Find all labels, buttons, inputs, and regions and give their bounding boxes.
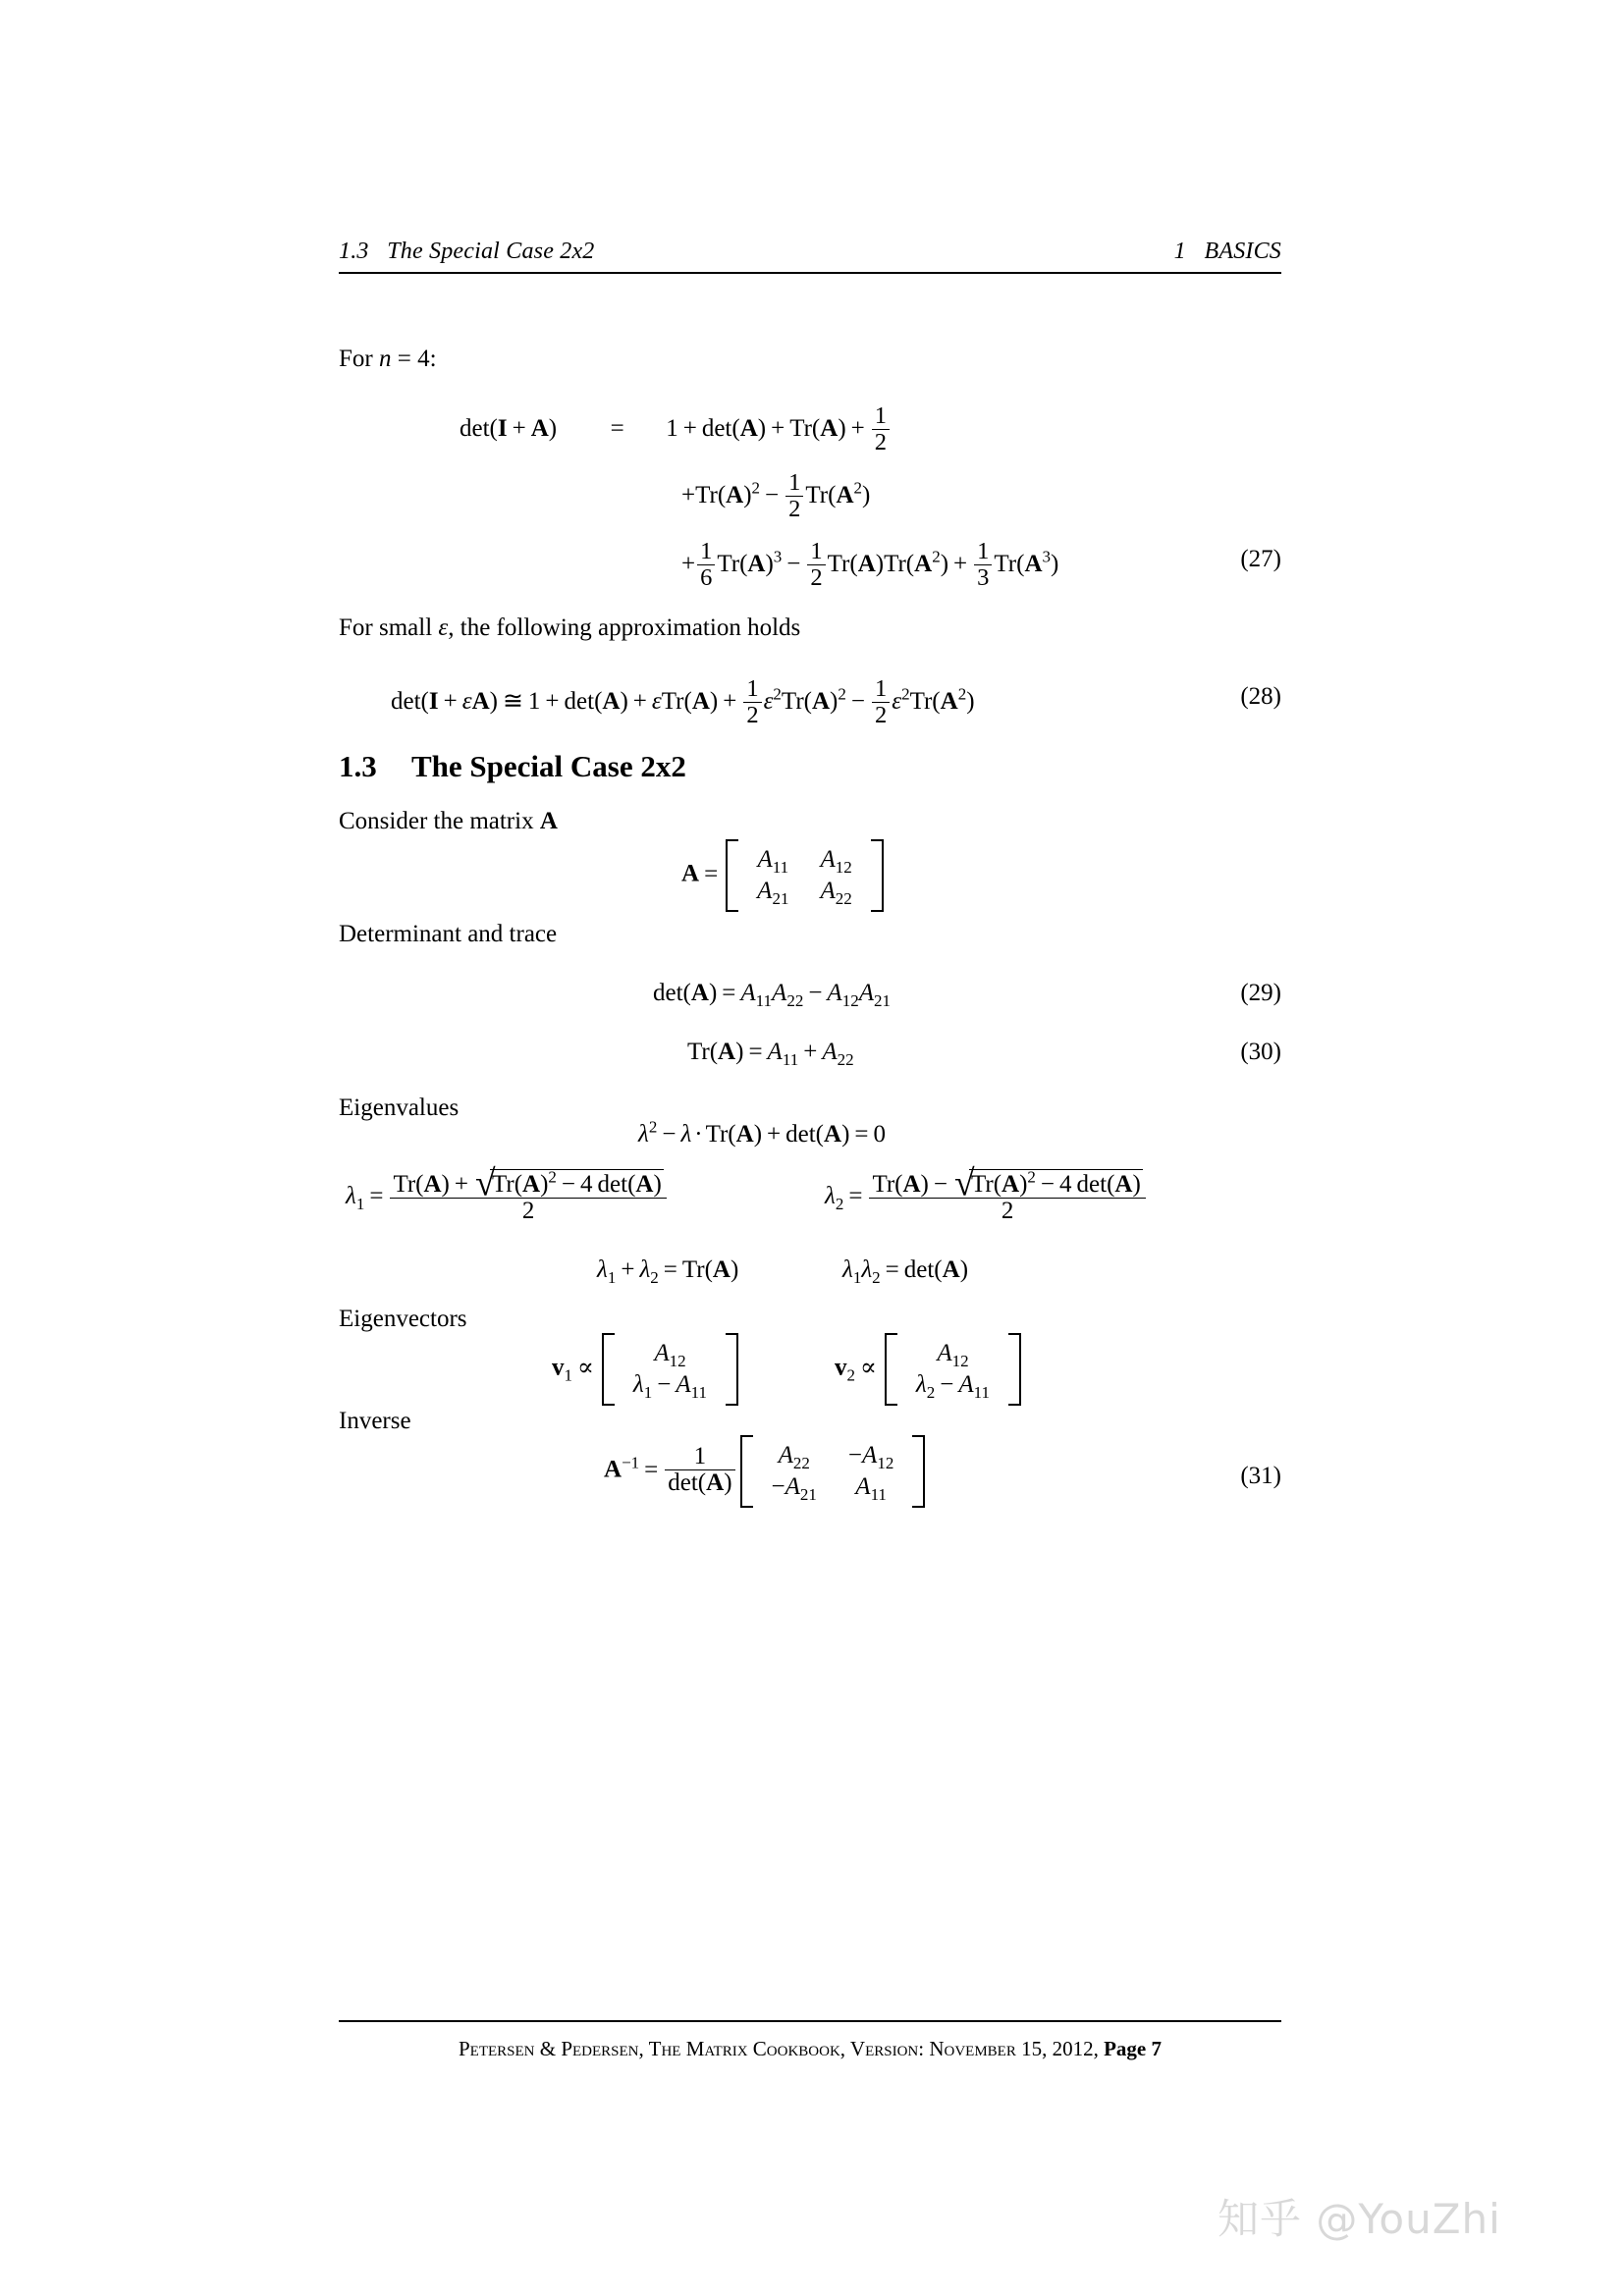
small-eps-suffix: , the following approximation holds bbox=[448, 614, 801, 641]
matrix-row bbox=[741, 876, 868, 907]
equation-28-number: (28) bbox=[1240, 683, 1281, 710]
equation-29-number: (29) bbox=[1240, 980, 1281, 1006]
intro-prefix: For bbox=[339, 346, 379, 372]
eq31-cell-neg-a12: $-A_{12}$ bbox=[847, 1442, 894, 1472]
eq27-rhs-2: $+Tr(A)^2$ − $\frac{1}{2}$ $Tr(A^2)$ bbox=[681, 468, 871, 522]
eigenvector-v1: $v_1$ ∝ $A_{12}$ $\lambda_1 - A_{11}$ bbox=[552, 1333, 741, 1406]
eq27-lhs: det(I + A) bbox=[460, 415, 558, 443]
equation-30-number: (30) bbox=[1240, 1039, 1281, 1065]
matrix-A-definition: A = $A_{11}$ $A_{12}$ $A_{21}$ $A_{22}$ bbox=[681, 839, 887, 912]
eigenvalues-label: Eigenvalues bbox=[339, 1095, 460, 1121]
lambda2-numerator: Tr(A) − √ $Tr(A)^2 - 4$ det(A) bbox=[872, 1162, 1141, 1203]
lambda-sum-body: $\lambda_1 + \lambda_2 = Tr(A)$ bbox=[597, 1256, 739, 1287]
matrix-row bbox=[900, 1338, 1005, 1369]
footer-citation bbox=[339, 2037, 1281, 2061]
v1-lhs: v bbox=[552, 1354, 565, 1381]
equation-31-number: (31) bbox=[1240, 1463, 1281, 1489]
eq31-cell-a22: $A_{22}$ bbox=[778, 1442, 810, 1472]
characteristic-equation bbox=[638, 1117, 887, 1148]
lambda2-fraction bbox=[869, 1162, 1145, 1225]
matrix-row bbox=[618, 1369, 723, 1401]
lambda2-denominator: 2 bbox=[869, 1198, 1145, 1225]
determinant-trace-label: Determinant and trace bbox=[339, 921, 558, 947]
footer-page-label: Page bbox=[1104, 2037, 1147, 2060]
eq27-rhs-1: 1 + det(A) + Tr(A) + $\frac{1}{2}$ bbox=[666, 415, 892, 442]
section-number: 1.3 bbox=[339, 749, 377, 783]
footer-rule bbox=[339, 2020, 1281, 2022]
intro-text-n4 bbox=[339, 344, 437, 374]
matrix-row bbox=[756, 1440, 910, 1471]
eq31-lhs: A bbox=[604, 1456, 623, 1483]
matrix-row bbox=[618, 1338, 723, 1369]
eq27-relation: = bbox=[610, 415, 624, 443]
v2-brackets bbox=[885, 1333, 1021, 1406]
eq30-body: $Tr(A) = A_{11} + A_{22}$ bbox=[687, 1039, 854, 1069]
equation-27-number: (27) bbox=[1240, 546, 1281, 572]
watermark: 知乎 @YouZhi bbox=[1218, 2195, 1501, 2243]
eq27-rhs-3: + $\frac{1}{6}$ $Tr(A)^3$ − $\frac{1}{2}$ $Tr(A)Tr(A^2)$ + $\frac{1}{3}$ $Tr(A^3)$ bbox=[681, 537, 1059, 591]
footer-citation-text: Petersen & Pedersen, The Matrix Cookbook, Version: November 15, 2012, bbox=[458, 2037, 1099, 2060]
eq28-body: det(I + εA) ≅ 1 + det(A) + εTr(A) + $\frac{1}{2}$ $\varepsilon^2Tr(A)^2$ − $\frac{1}{2}$ $\varepsilon^2Tr(A^2)$ bbox=[391, 674, 975, 728]
matrix-cell-a21: $A_{21}$ bbox=[757, 878, 789, 908]
running-head bbox=[339, 239, 1281, 265]
equation-28 bbox=[391, 674, 975, 729]
lambda2-lhs: λ bbox=[825, 1183, 836, 1210]
eigenvectors-label: Eigenvectors bbox=[339, 1306, 467, 1332]
v1-brackets bbox=[602, 1333, 738, 1406]
lambda1-lhs: λ bbox=[346, 1183, 356, 1210]
lambda-product-equation bbox=[842, 1256, 969, 1287]
inverse-label: Inverse bbox=[339, 1408, 411, 1434]
consider-text: Consider the matrix bbox=[339, 808, 540, 834]
lambda-prod-body: $\lambda_1\lambda_2 = \det(A)$ bbox=[842, 1256, 969, 1287]
consider-matrix-text bbox=[339, 806, 558, 836]
equation-27-line-3 bbox=[681, 537, 1059, 592]
v2-lhs: v bbox=[835, 1354, 847, 1381]
eq31-frac-num: 1 bbox=[693, 1442, 707, 1469]
matrix-A-brackets bbox=[726, 839, 884, 912]
v2-cell-top: $A_{12}$ bbox=[937, 1340, 969, 1370]
equation-30 bbox=[687, 1039, 854, 1069]
equation-31: $A^{-1}$ = $\frac{1}{\det(A)}$ $A_{22}$ $-A_{12}$ $-A_{21}$ $A_{11}$ bbox=[604, 1435, 928, 1508]
running-head-left: 1.3 The Special Case 2x2 bbox=[339, 239, 595, 264]
eq29-body: $\det(A) = A_{11}A_{22} - A_{12}A_{21}$ bbox=[653, 980, 891, 1010]
eq31-cell-a11: $A_{11}$ bbox=[855, 1473, 887, 1504]
matrix-cell-a11: $A_{11}$ bbox=[757, 846, 789, 877]
variable-n: n bbox=[378, 346, 392, 372]
lambda1-fraction bbox=[390, 1162, 666, 1225]
running-head-rule bbox=[339, 272, 1281, 274]
section-title: The Special Case 2x2 bbox=[411, 749, 686, 783]
variable-epsilon: ε bbox=[438, 614, 449, 641]
matrix-cell-a22: $A_{22}$ bbox=[820, 878, 852, 908]
eigenvector-v2: $v_2$ ∝ $A_{12}$ $\lambda_2 - A_{11}$ bbox=[835, 1333, 1024, 1406]
eigenvalue-lambda-1: $\lambda_1$ = Tr(A) + √ $Tr(A)^2 - 4$ det(A) 2 bbox=[346, 1170, 669, 1226]
matrix-cell-a12: $A_{12}$ bbox=[820, 846, 852, 877]
small-eps-prefix: For small bbox=[339, 614, 439, 641]
v1-cell-bottom: $\lambda_1 - A_{11}$ bbox=[632, 1371, 708, 1402]
lambda1-numerator: Tr(A) + √ $Tr(A)^2 - 4$ det(A) bbox=[393, 1162, 662, 1203]
eigenvalue-lambda-2: $\lambda_2$ = Tr(A) − √ $Tr(A)^2 - 4$ det(A) 2 bbox=[825, 1170, 1148, 1226]
v1-cell-top: $A_{12}$ bbox=[654, 1340, 686, 1370]
eq31-cell-neg-a21: $-A_{21}$ bbox=[771, 1473, 817, 1504]
matrix-row bbox=[756, 1471, 910, 1503]
eq31-brackets bbox=[740, 1435, 926, 1508]
section-heading-1-3 bbox=[339, 749, 686, 784]
equation-27-line-1 bbox=[460, 401, 892, 456]
matrix-A-lhs: A bbox=[681, 860, 700, 887]
v2-cell-bottom: $\lambda_2 - A_{11}$ bbox=[915, 1371, 991, 1402]
characteristic-body: $\lambda^2 - \lambda \cdot Tr(A) + \det(A) = 0$ bbox=[638, 1117, 887, 1148]
equation-27-line-2 bbox=[681, 468, 871, 523]
footer-page-number: 7 bbox=[1151, 2037, 1162, 2060]
running-head-right: 1 BASICS bbox=[1173, 239, 1281, 264]
lambda1-denominator: 2 bbox=[390, 1198, 666, 1225]
small-epsilon-text bbox=[339, 613, 800, 643]
intro-eq: = 4: bbox=[391, 346, 437, 372]
matrix-row bbox=[900, 1369, 1005, 1401]
eq31-fraction bbox=[665, 1444, 734, 1497]
consider-matrix-symbol: A bbox=[539, 808, 558, 834]
eq31-frac-den: det(A) bbox=[665, 1469, 734, 1497]
lambda-sum-equation bbox=[597, 1256, 739, 1287]
equation-29 bbox=[653, 980, 891, 1010]
matrix-row bbox=[741, 844, 868, 876]
